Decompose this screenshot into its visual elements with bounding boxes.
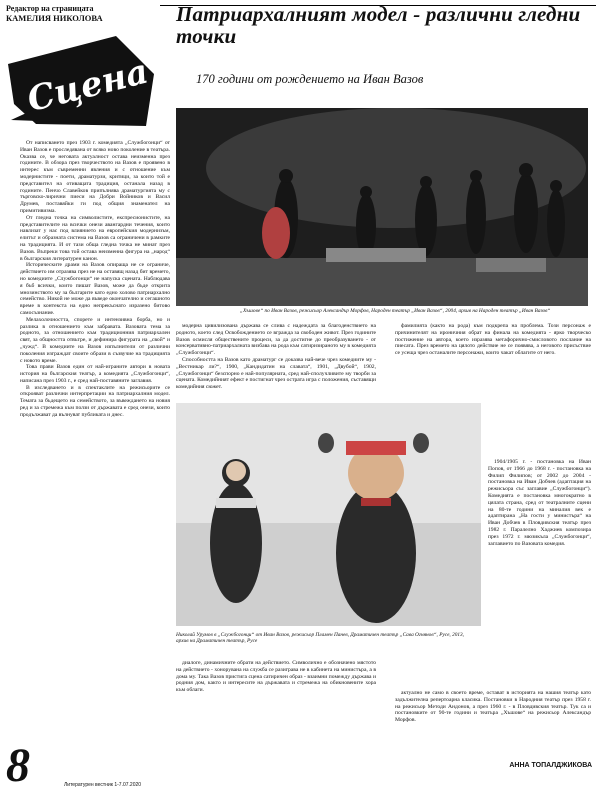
section-title: Сцена [23, 51, 153, 121]
paragraph: От написването през 1903 г. комедията „Службогонци“ от Иван Вазов е проследявана от всяко ново поколение в театъра. Оказва се, че неговата актуалност остава неизменна през годините. В обзора през творчеството на Вазов е проявено в интерес към съвременни явления и с отношение към модернистите - поети, драматурзи, критици, за които той е представител на отиващата традиция, останала назад в годините. Пенчо Славейков припълнява драматургията му с търговско-лирични пиеси на Добри Войников и Васил Друмев, поставяйки ги под общия знаменател на примитивизма. [20, 140, 170, 214]
photo-caption: „Хъшове“ по Иван Вазов, режисьор Александър Морфов, Народен театър „Иван Вазов“, 2004, архив на Народен театър „Иван Вазов“ [240, 308, 551, 314]
paragraph: Това прави Вазов един от най-играните автори в новата история на българския театър, а комедията „Службогонци“, написана през 1903 г., е сред най-поставяните заглавия. [20, 364, 170, 384]
stage-photo-sluzhbogontsi-image [176, 403, 481, 626]
paragraph: От гледна точка на символистите, експресионистите, на представителите на всички онези авангардни течения, които навлизат у нас под влиянието на европейския модернизъм, елитът и образната система на Вазов са ограничени в рамките на традицията. И от тази обща гледна точка не минат през Вазов. Въпреки това той остава неизменна фигура на „народ“ в българския литературен канон. [20, 214, 170, 262]
paragraph: Способността на Вазов като драматург се доказва най-вече чрез комедиите му - „Вестникар ли?“, 1900, „Кандидатин на славата“, 1901, „Двубой“, 1902, „Службогонци“ безспорно е най-популярната, сред най-сполучливите му творби за сцената. Комедийният ефект е постигнат чрез острата игра с положения, съставящи комедийния сюжет. [176, 356, 376, 391]
page-number: 8 [6, 739, 30, 792]
photo-caption: Николай Урумов в „Службогонци“ от Иван Вазов, режисьор Пламен Панев, Драматичен театър „Сава Огнянов“, Русе, 2013, архив на Драматичен театър, Русе [176, 632, 464, 645]
paragraph: актуално не само в своето време, остават в историята на нашия театър като задължителна репертоарна класика. Постановки в Народния театър през 1958 г. на режисьор Методи Андонов, а през 1960 г. - в Пловдивския театър. Тук са и постановките от 90-те години и театъра „Хъшове“ на режисьор Александър Морфов. [395, 690, 591, 724]
section-logo [6, 34, 156, 130]
editor-credit [6, 4, 156, 23]
paragraph: Историческите драми на Вазов опираща не се ограниче, действието им отразява през не на оставящ назад бит времето, но комедиите „Службогонци“ не напуска сцената. Наблюдава я бъб всички, които пишат Вазов, може да бъде открита мнозинството му за българите като едно холово патриархално семейство. Никой не може да въведе окончателно и сегашното време в контекста на едно непрекъснато изразено битово самосъзнание. [20, 262, 170, 316]
stage-photo-hashove-image [176, 108, 588, 306]
paragraph: фамилията (както на рода) към подкрепа на проблема. Този персонаж е причинителят на ироничния обрат на финала на комедията - ярко творческо постижение на автора, което изразява метафорично-смисловото послание на пиесата. През времето на цялото действие не се появява, а неговото присъствие се усеща чрез останалите персонажи, които чакат облагите от него. [395, 323, 591, 357]
paragraph: 1904/1905 г. - постановка на Иван Попов, от 1966 до 1968 г. - постановка на Филип Филипов; от 2002 до 2004 - постановка на Иван Добчев (адаптация на режисьора със заглавие „Службогонци“). Комедията е постановка многократно в цялата страна, сред от театралните сцени на 80-те години на миналия век е адаптирана „На гости у министъра“ на Иван Добчев в Пловдивския театър през 1982 г. Паралелно Хаджиев композира през 1972 г. мюзикъла „Службогонци“, заглавието по Вазовата комедия. [488, 459, 591, 547]
article-column-5 [395, 690, 591, 754]
paragraph: В изследването и в спектаклите на режисьорите се открояват различни интерпретации на патриархалния модел. Темата за бъдещето на семейството, за въвеждането на новия ред и за стремежа към ползи от държавата е сред онези, които продължават да вълнуват публиката и днес. [20, 384, 170, 418]
stage-photo-hashove [176, 108, 588, 306]
subtitle: 170 години от рождението на Иван Вазов [196, 72, 424, 86]
article-column-3b [488, 459, 591, 685]
editor-name: КАМЕЛИЯ НИКОЛОВА [6, 12, 103, 23]
article-column-1 [20, 140, 170, 772]
stage-photo-sluzhbogontsi [176, 403, 481, 626]
article-column-4 [176, 660, 376, 772]
footer-issue: Литературен вестник 1-7.07.2020 [64, 782, 142, 788]
paragraph: модерна цивилизована държава се слива с надеждата за благоденствието на родното, което след Освобождението се вгражда за свободен живот. През годините Вазов осмисля обществените процеси, за да достигне до преобразуването - от консервативно-патриархалната визбава на рода към сатиризираното му в комедията „Службогонци“. [176, 323, 376, 357]
editor-label: Редактор на страницата [6, 4, 94, 13]
paragraph: диалоге, динамичните обрати на действието. Символично е обозначено мястото на действието - хонорувана на служба се разиграва не в кабинета на министъра, а в дома му. Така Вазов пристига сцена сатиричен образ - взаимни помежду държава и родния дом, както и интересите на държавата и стремежа на обикновените хора към облаги. [176, 660, 376, 694]
author-signature: АННА ТОПАЛДЖИКОВА [509, 762, 592, 769]
section-logo-graphic [6, 34, 156, 130]
headline: Патриархалният модел - различни гледни точки [176, 2, 581, 48]
paragraph: Мелахолочността, спорете и интензивна борба, но и разлика в отношението към забравата. Вазовата тема за родното, за отношението към традиционния патриархален свят, за общността отвътре, и дефинира фигурата на „свой“ и „чужд“. В комедиите на Вазов изпълнители от различни поколения изграждат своите образи в съзвучие на традицията с новото време. [20, 316, 170, 364]
